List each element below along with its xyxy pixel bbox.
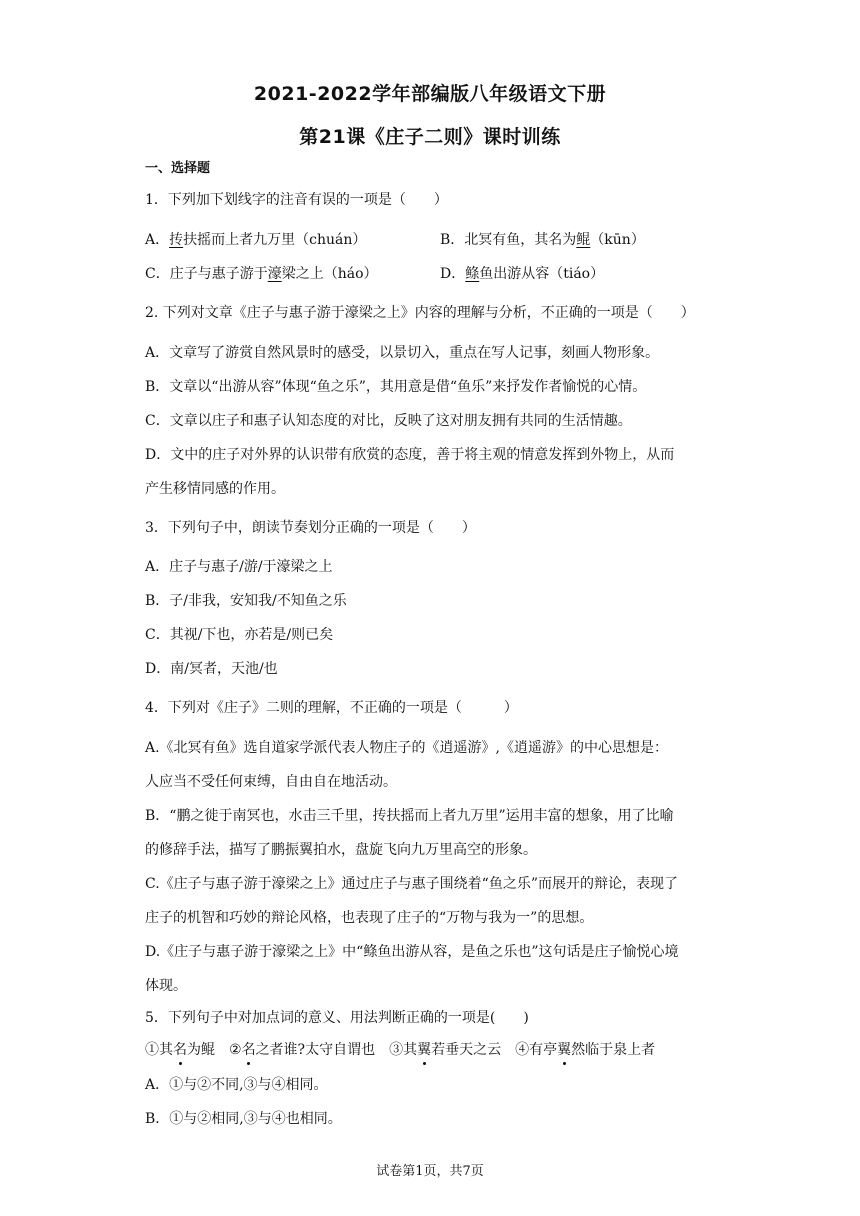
dotted-word: 翼 xyxy=(417,1042,432,1058)
question-3-option-a: A．庄子与惠子/游/于濠梁之上 xyxy=(145,559,333,575)
question-2-stem: 2. 下列对文章《庄子与惠子游于濠梁之上》内容的理解与分析，不正确的一项是（ ） xyxy=(145,305,695,321)
question-3-stem: 3．下列句子中，朗读节奏划分正确的一项是（ ） xyxy=(145,520,476,536)
sentence-text: ①其 xyxy=(145,1042,173,1058)
question-3-option-c: C．其视/下也，亦若是/则已矣 xyxy=(145,627,334,643)
question-5-option-a: A．①与②不同,③与④相同。 xyxy=(145,1077,328,1093)
question-2-option-d-line2: 产生移情同感的作用。 xyxy=(145,481,285,497)
underlined-char: 鲦 xyxy=(465,266,480,282)
option-text: B．北冥有鱼，其名为 xyxy=(440,232,577,248)
option-text: 梁之上（háo） xyxy=(281,266,378,282)
sentence-text: ③其 xyxy=(389,1042,418,1058)
page-footer: 试卷第1页，共7页 xyxy=(376,1164,484,1179)
option-text: 鱼出游从容（tiáo） xyxy=(479,266,605,282)
question-1-option-a xyxy=(145,230,366,250)
sentence-text: 若垂天之云 xyxy=(431,1042,502,1058)
question-4-option-c-line1: C.《庄子与惠子游于濠梁之上》通过庄子与惠子围绕着“鱼之乐”而展开的辩论，表现了 xyxy=(145,876,678,892)
question-4-option-a-line2: 人应当不受任何束缚，自由自在地活动。 xyxy=(145,774,397,790)
option-label: A． xyxy=(145,232,170,248)
option-text: C．庄子与惠子游于 xyxy=(145,266,268,282)
dotted-word: 名 xyxy=(241,1042,256,1058)
sentence-text: ② xyxy=(229,1042,242,1058)
option-text: 扶摇而上者九万里（chuán） xyxy=(183,232,367,248)
underlined-char: 抟 xyxy=(169,232,184,248)
question-2-option-d-line1: D．文中的庄子对外界的认识带有欣赏的态度，善于将主观的情意发挥到外物上，从而 xyxy=(145,447,675,463)
question-2-option-c: C．文章以庄子和惠子认知态度的对比，反映了这对朋友拥有共同的生活情趣。 xyxy=(145,413,632,429)
sentence-text: ④有亭 xyxy=(515,1042,558,1058)
option-label: D． xyxy=(440,266,466,282)
sentence-text: 之者谁?太守自谓也 xyxy=(255,1042,376,1058)
question-5-option-b: B．①与②相同,③与④也相同。 xyxy=(145,1111,342,1127)
question-1-option-d xyxy=(440,264,604,284)
sentence-text: 为鲲 xyxy=(187,1042,215,1058)
question-4-option-c-line2: 庄子的机智和巧妙的辩论风格，也表现了庄子的“万物与我为一”的思想。 xyxy=(145,910,594,926)
question-4-option-b-line1: B．“鹏之徙于南冥也，水击三千里，抟扶摇而上者九万里”运用丰富的想象，用了比喻 xyxy=(145,808,674,824)
question-5-sentences xyxy=(145,1040,655,1060)
question-4-option-b-line2: 的修辞手法，描写了鹏振翼拍水，盘旋飞向九万里高空的形象。 xyxy=(145,842,537,858)
question-5-stem: 5．下列句子中对加点词的意义、用法判断正确的一项是( ) xyxy=(145,1010,529,1026)
dotted-word: 名 xyxy=(173,1042,187,1058)
question-1-option-b xyxy=(440,230,645,250)
question-2-option-a: A．文章写了游赏自然风景时的感受，以景切入，重点在写人记事，刻画人物形象。 xyxy=(145,345,660,361)
sentence-text: 然临于泉上者 xyxy=(571,1042,656,1058)
question-4-option-a-line1: A.《北冥有鱼》选自道家学派代表人物庄子的《逍遥游》,《逍遥游》的中心思想是： xyxy=(145,740,669,756)
question-4-stem: 4．下列对《庄子》二则的理解，不正确的一项是（ ） xyxy=(145,700,518,716)
question-4-option-d-line1: D.《庄子与惠子游于濠梁之上》中“鲦鱼出游从容，是鱼之乐也”这句话是庄子愉悦心境 xyxy=(145,944,679,960)
question-2-option-b: B．文章以“出游从容”体现“鱼之乐”，其用意是借“鱼乐”来抒发作者愉悦的心情。 xyxy=(145,379,647,395)
question-1-stem: 1．下列加下划线字的注音有误的一项是（ ） xyxy=(145,192,448,208)
page-title: 2021-2022学年部编版八年级语文下册 xyxy=(253,83,607,105)
option-pinyin: （kūn） xyxy=(590,232,645,248)
question-4-option-d-line2: 体现。 xyxy=(145,978,187,994)
underlined-char: 濠 xyxy=(267,266,282,282)
underlined-char: 鲲 xyxy=(576,232,591,248)
question-3-option-d: D．南/冥者，天池/也 xyxy=(145,661,278,677)
section-heading: 一、选择题 xyxy=(145,161,211,176)
question-1-option-c xyxy=(145,264,378,284)
lesson-title: 第21课《庄子二则》课时训练 xyxy=(299,126,561,148)
dotted-word: 翼 xyxy=(557,1042,572,1058)
question-3-option-b: B．子/非我，安知我/不知鱼之乐 xyxy=(145,593,347,609)
